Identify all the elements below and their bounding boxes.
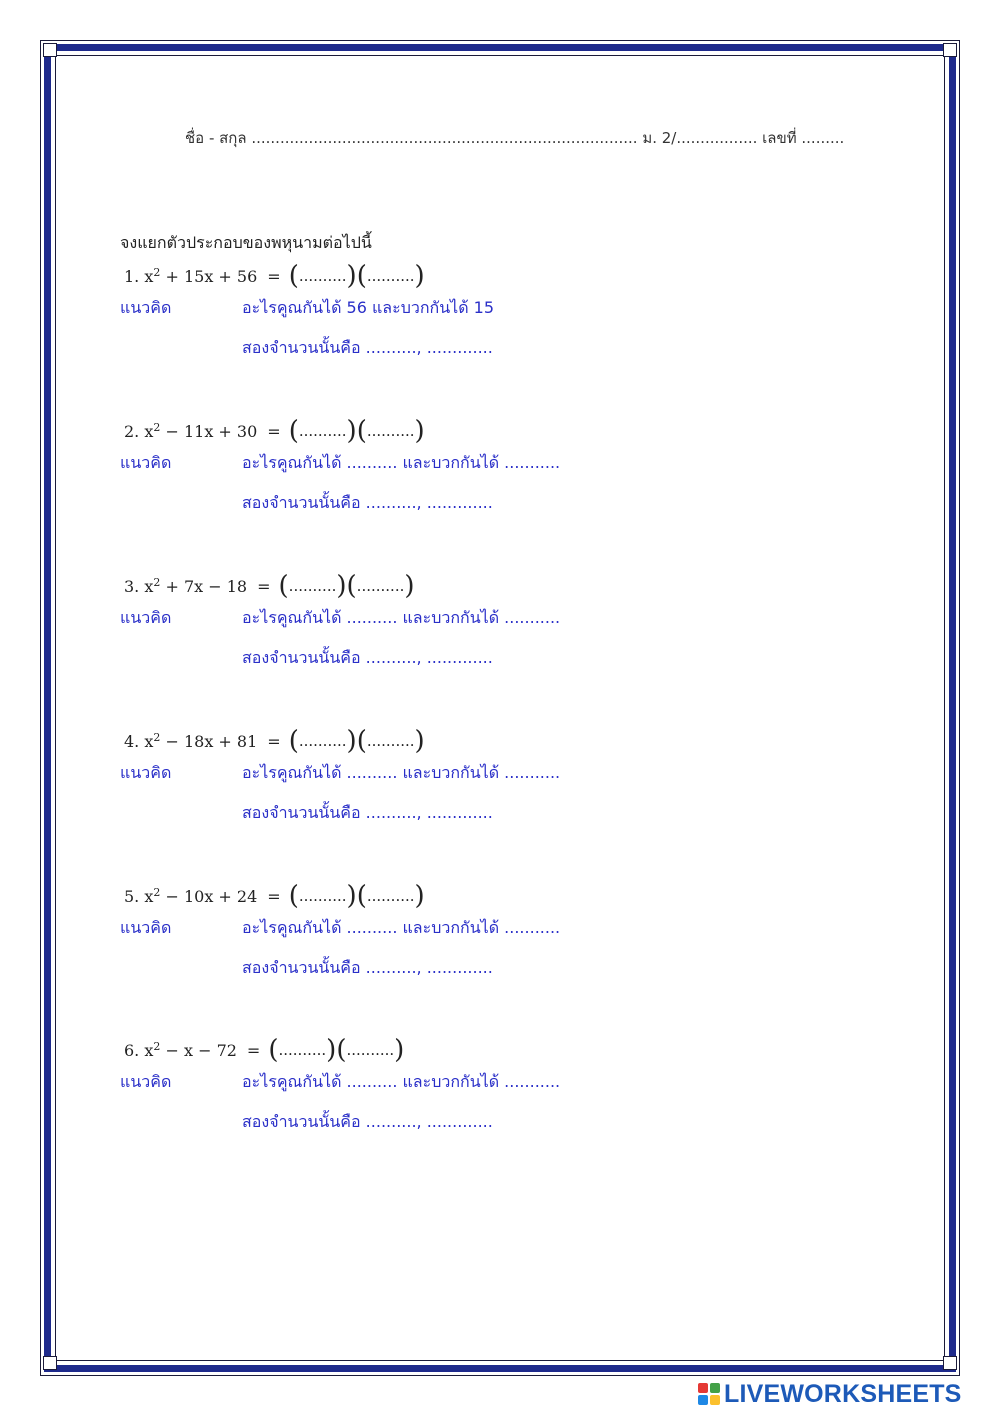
answer-blank-1[interactable]: .......... — [298, 732, 347, 750]
student-info-line: ชื่อ - สกุล ................................................................................. ม. 2/................. เลขที่ ......... — [185, 129, 845, 147]
equation: 1. x $^2$ + 15x + 56 = ( .......... ) ( .......... ) — [124, 261, 425, 291]
answer-blank-1[interactable]: .......... — [298, 422, 347, 440]
hint-label: แนวคิด — [120, 763, 172, 782]
problem-number: 2. — [124, 421, 140, 441]
equation: 2. x $^2$ − 11x + 30 = ( .......... ) ( .......... ) — [124, 416, 425, 446]
border-corner-top-right — [943, 43, 957, 57]
problem-number: 5. — [124, 886, 140, 906]
equals-sign: = — [267, 266, 281, 286]
answer-blank-2[interactable]: .......... — [366, 732, 415, 750]
logo-text: LIVEWORKSHEETS — [724, 1379, 962, 1408]
problem-1 — [120, 263, 820, 373]
pair-text[interactable]: สองจำนวนนั้นคือ .........., ............. — [242, 958, 493, 977]
instruction-text: จงแยกตัวประกอบของพหุนามต่อไปนี้ — [120, 233, 372, 252]
equation: 5. x $^2$ − 10x + 24 = ( .......... ) ( .......... ) — [124, 881, 425, 911]
pair-text[interactable]: สองจำนวนนั้นคือ .........., ............. — [242, 493, 493, 512]
equation-terms: − 10x + 24 — [165, 886, 258, 906]
answer-blank-1[interactable]: .......... — [278, 1041, 327, 1059]
hint-text[interactable]: อะไรคูณกันได้ .......... และบวกกันได้ ........... — [242, 453, 561, 472]
hint-text[interactable]: อะไรคูณกันได้ .......... และบวกกันได้ ........... — [242, 1072, 561, 1091]
border-corner-bottom-right — [943, 1356, 957, 1370]
pair-text[interactable]: สองจำนวนนั้นคือ .........., ............. — [242, 338, 493, 357]
equation-terms: − 11x + 30 — [165, 421, 258, 441]
equals-sign: = — [267, 886, 281, 906]
hint-label: แนวคิด — [120, 298, 172, 317]
pair-text[interactable]: สองจำนวนนั้นคือ .........., ............. — [242, 648, 493, 667]
border-corner-bottom-left — [43, 1356, 57, 1370]
problem-6 — [120, 1037, 820, 1147]
problem-3 — [120, 573, 820, 683]
answer-blank-2[interactable]: .......... — [366, 887, 415, 905]
hint-label: แนวคิด — [120, 918, 172, 937]
equation: 6. x $^2$ − x − 72 = ( .......... ) ( .......... ) — [124, 1035, 405, 1065]
pair-text[interactable]: สองจำนวนนั้นคือ .........., ............. — [242, 803, 493, 822]
problem-2 — [120, 418, 820, 528]
answer-blank-2[interactable]: .......... — [356, 577, 405, 595]
hint-text: อะไรคูณกันได้ 56 และบวกกันได้ 15 — [242, 298, 495, 317]
problem-5 — [120, 883, 820, 993]
equation: 4. x $^2$ − 18x + 81 = ( .......... ) ( .......... ) — [124, 726, 425, 756]
equals-sign: = — [246, 1040, 261, 1060]
equation-terms: + 15x + 56 — [165, 266, 258, 286]
answer-blank-1[interactable]: .......... — [298, 267, 347, 285]
equation: 3. x $^2$ + 7x − 18 = ( .......... ) ( .......... ) — [124, 571, 415, 601]
hint-label: แนวคิด — [120, 453, 172, 472]
answer-blank-1[interactable]: .......... — [288, 577, 337, 595]
pair-text[interactable]: สองจำนวนนั้นคือ .........., ............. — [242, 1112, 493, 1131]
problem-number: 1. — [124, 266, 140, 286]
problem-number: 6. — [124, 1040, 140, 1060]
hint-label: แนวคิด — [120, 1072, 172, 1091]
answer-blank-2[interactable]: .......... — [366, 422, 415, 440]
hint-label: แนวคิด — [120, 608, 172, 627]
equation-terms: − x − 72 — [165, 1040, 237, 1060]
liveworksheets-logo[interactable] — [698, 1381, 962, 1407]
hint-text[interactable]: อะไรคูณกันได้ .......... และบวกกันได้ ........... — [242, 608, 561, 627]
problem-number: 3. — [124, 576, 140, 596]
answer-blank-2[interactable]: .......... — [366, 267, 415, 285]
equation-terms: − 18x + 81 — [165, 731, 258, 751]
equals-sign: = — [267, 421, 281, 441]
answer-blank-1[interactable]: .......... — [298, 887, 347, 905]
problem-number: 4. — [124, 731, 140, 751]
answer-blank-2[interactable]: .......... — [346, 1041, 395, 1059]
equals-sign: = — [267, 731, 281, 751]
liveworksheets-logo-icon — [698, 1383, 720, 1405]
hint-text[interactable]: อะไรคูณกันได้ .......... และบวกกันได้ ........... — [242, 918, 561, 937]
equals-sign: = — [257, 576, 271, 596]
border-corner-top-left — [43, 43, 57, 57]
equation-terms: + 7x − 18 — [165, 576, 248, 596]
hint-text[interactable]: อะไรคูณกันได้ .......... และบวกกันได้ ........... — [242, 763, 561, 782]
problem-4 — [120, 728, 820, 838]
